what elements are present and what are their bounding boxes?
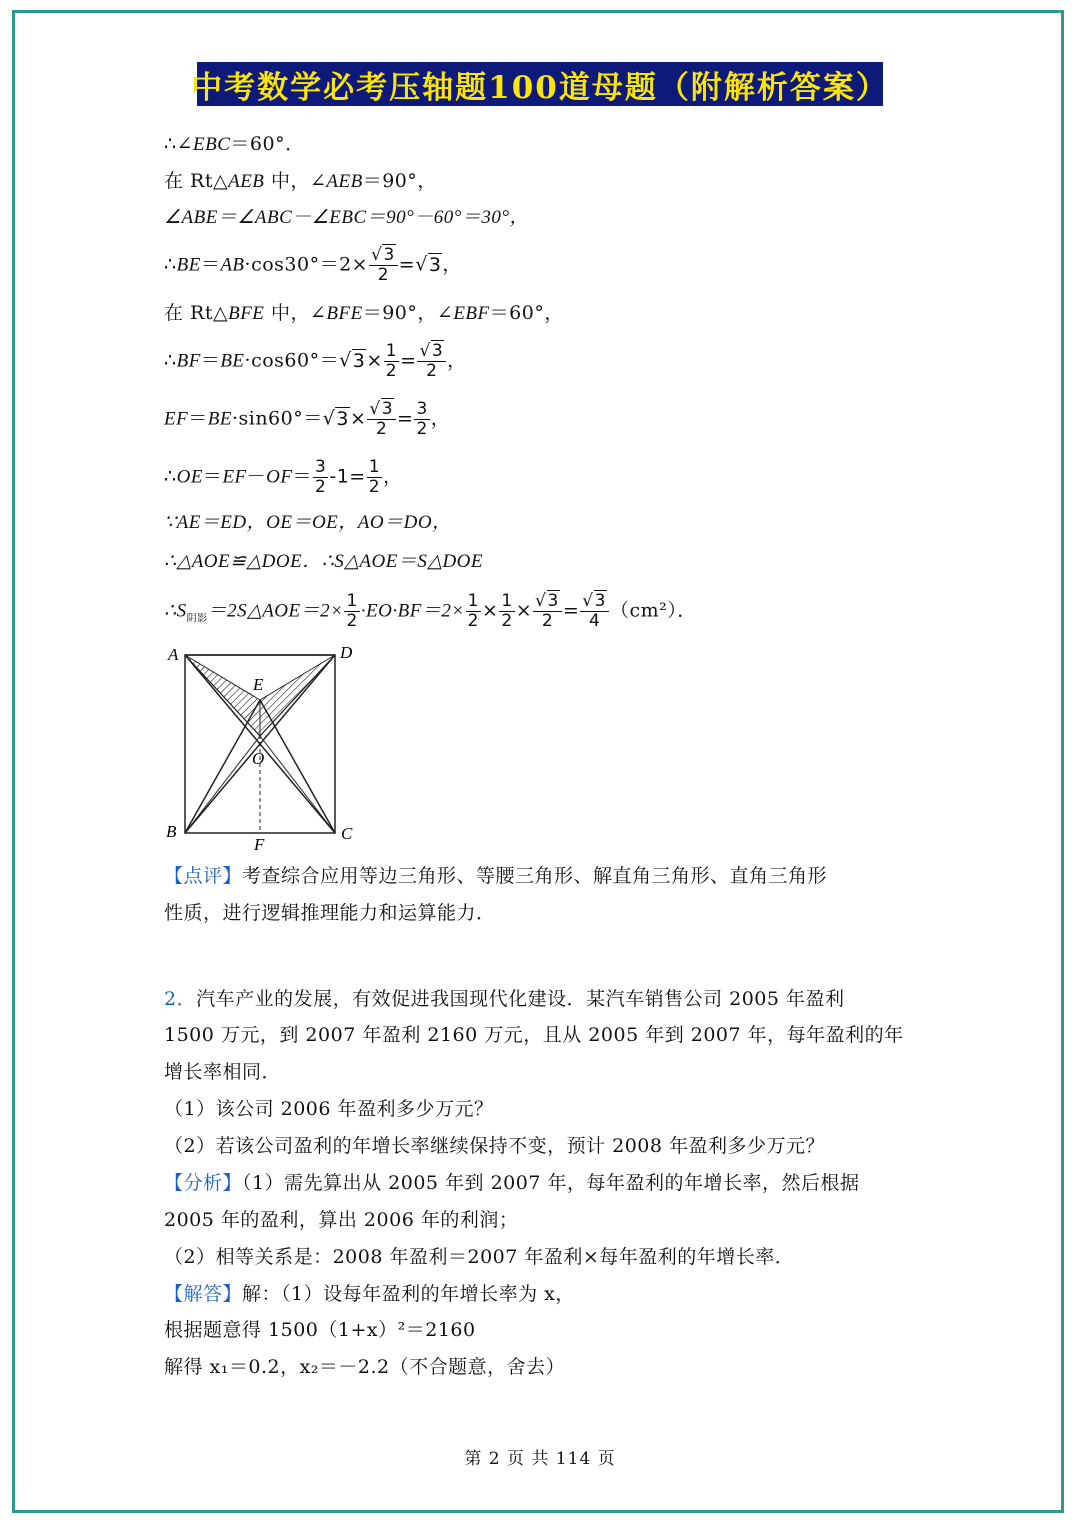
solution-line-5: 在 Rt△BFE 中，∠BFE＝90°，∠EBF＝60°， (164, 302, 564, 324)
label-F: F (254, 835, 265, 854)
solution-line-3: ∠ABE＝∠ABC－∠EBC＝90°－60°＝30°， (164, 207, 529, 228)
label-O: O (252, 749, 265, 768)
label-E: E (253, 675, 264, 694)
page-footer: 第 2 页 共 114 页 (464, 1449, 616, 1469)
question-1: （1）该公司 2006 年盈利多少万元？ (164, 1098, 494, 1120)
comment-line-1: 【点评】考查综合应用等边三角形、等腰三角形、解直角三角形、直角三角形 (164, 865, 828, 887)
fraction: $\frac{1}{2}$ (368, 457, 381, 497)
solution-line-7: EF＝BE·sin60°＝√3× $\frac{√3}{2}$ = $\frac{3}{2}$ ， (164, 399, 451, 439)
analysis-tag: 【分析】 (164, 1172, 243, 1194)
solution-line-9: ∵AE＝ED，OE＝OE，AO＝DO， (164, 512, 452, 533)
fraction: $\frac{√3}{2}$ (533, 592, 562, 631)
solution-line-6: ∴BF＝BE·cos60°＝√3× $\frac{1}{2}$ = $\frac{√3}{2}$ ， (164, 341, 467, 381)
question-2: （2）若该公司盈利的年增长率继续保持不变，预计 2008 年盈利多少万元？ (164, 1135, 826, 1157)
answer-line-1: 【解答】解：（1）设每年盈利的年增长率为 x， (164, 1283, 575, 1305)
solution-line-1: ∴∠EBC＝60°． (164, 133, 305, 155)
fraction: $\frac{√3}{4}$ (580, 592, 609, 631)
problem-2-line-1: 2．汽车产业的发展，有效促进我国现代化建设．某汽车销售公司 2005 年盈利 (164, 988, 845, 1010)
problem-number: 2． (164, 988, 197, 1010)
label-D: D (340, 643, 353, 662)
fraction: $\frac{√3}{2}$ (367, 400, 396, 439)
comment-tag: 【点评】 (164, 865, 243, 887)
fraction: $\frac{1}{2}$ (385, 341, 398, 381)
label-B: B (166, 822, 177, 841)
fraction: $\frac{√3}{2}$ (417, 342, 446, 381)
label-A: A (168, 645, 179, 664)
problem-2-line-2: 1500 万元，到 2007 年盈利 2160 万元，且从 2005 年到 2007 年，每年盈利的年 (164, 1024, 904, 1046)
problem-2-line-3: 增长率相同． (164, 1061, 282, 1083)
solution-line-8: ∴OE＝EF－OF＝ $\frac{3}{2}$ -1= $\frac{1}{2}$ ， (164, 457, 403, 497)
solution-line-2: 在 Rt△AEB 中，∠AEB＝90°， (164, 170, 437, 192)
answer-line-3: 解得 x₁＝0.2，x₂＝－2.2（不合题意，舍去） (164, 1356, 566, 1378)
geometry-figure (160, 640, 370, 855)
solution-line-4: ∴BE＝AB·cos30°＝2× $\frac{√3}{2}$ =√3， (164, 245, 462, 285)
analysis-line-3: （2）相等关系是：2008 年盈利＝2007 年盈利×每年盈利的年增长率． (164, 1246, 795, 1268)
solution-line-10: ∴△AOE≌△DOE．∴S△AOE＝S△DOE (164, 551, 484, 572)
fraction: $\frac{3}{2}$ (315, 457, 327, 497)
fraction: $\frac{3}{2}$ (416, 399, 428, 439)
fraction: $\frac{1}{2}$ (501, 591, 513, 631)
analysis-line-2: 2005 年的盈利，算出 2006 年的利润； (164, 1209, 519, 1231)
fraction: $\frac{1}{2}$ (467, 591, 479, 631)
analysis-line-1: 【分析】（1）需先算出从 2005 年到 2007 年，每年盈利的年增长率，然后根据 (164, 1172, 860, 1194)
page-title: 中考数学必考压轴题100道母题（附解析答案） (197, 62, 883, 106)
comment-line-2: 性质，进行逻辑推理能力和运算能力． (164, 902, 496, 924)
fraction: $\frac{1}{2}$ (346, 591, 358, 631)
label-C: C (341, 824, 353, 843)
solution-line-11: $\therefore S_{阴影}=2S\triangle AOE=2\times$ $\frac{1}{2}$ ·EO·BF＝2× $\frac{1}{2}$ × $\frac{1}{2}$ × $\frac{√3}{2}$ = $\frac{√3}{4}$ （cm²）． (164, 591, 697, 631)
answer-line-2: 根据题意得 1500（1+x）²＝2160 (164, 1319, 476, 1341)
fraction: $\frac{√3}{2}$ (369, 246, 398, 285)
answer-tag: 【解答】 (164, 1283, 243, 1305)
